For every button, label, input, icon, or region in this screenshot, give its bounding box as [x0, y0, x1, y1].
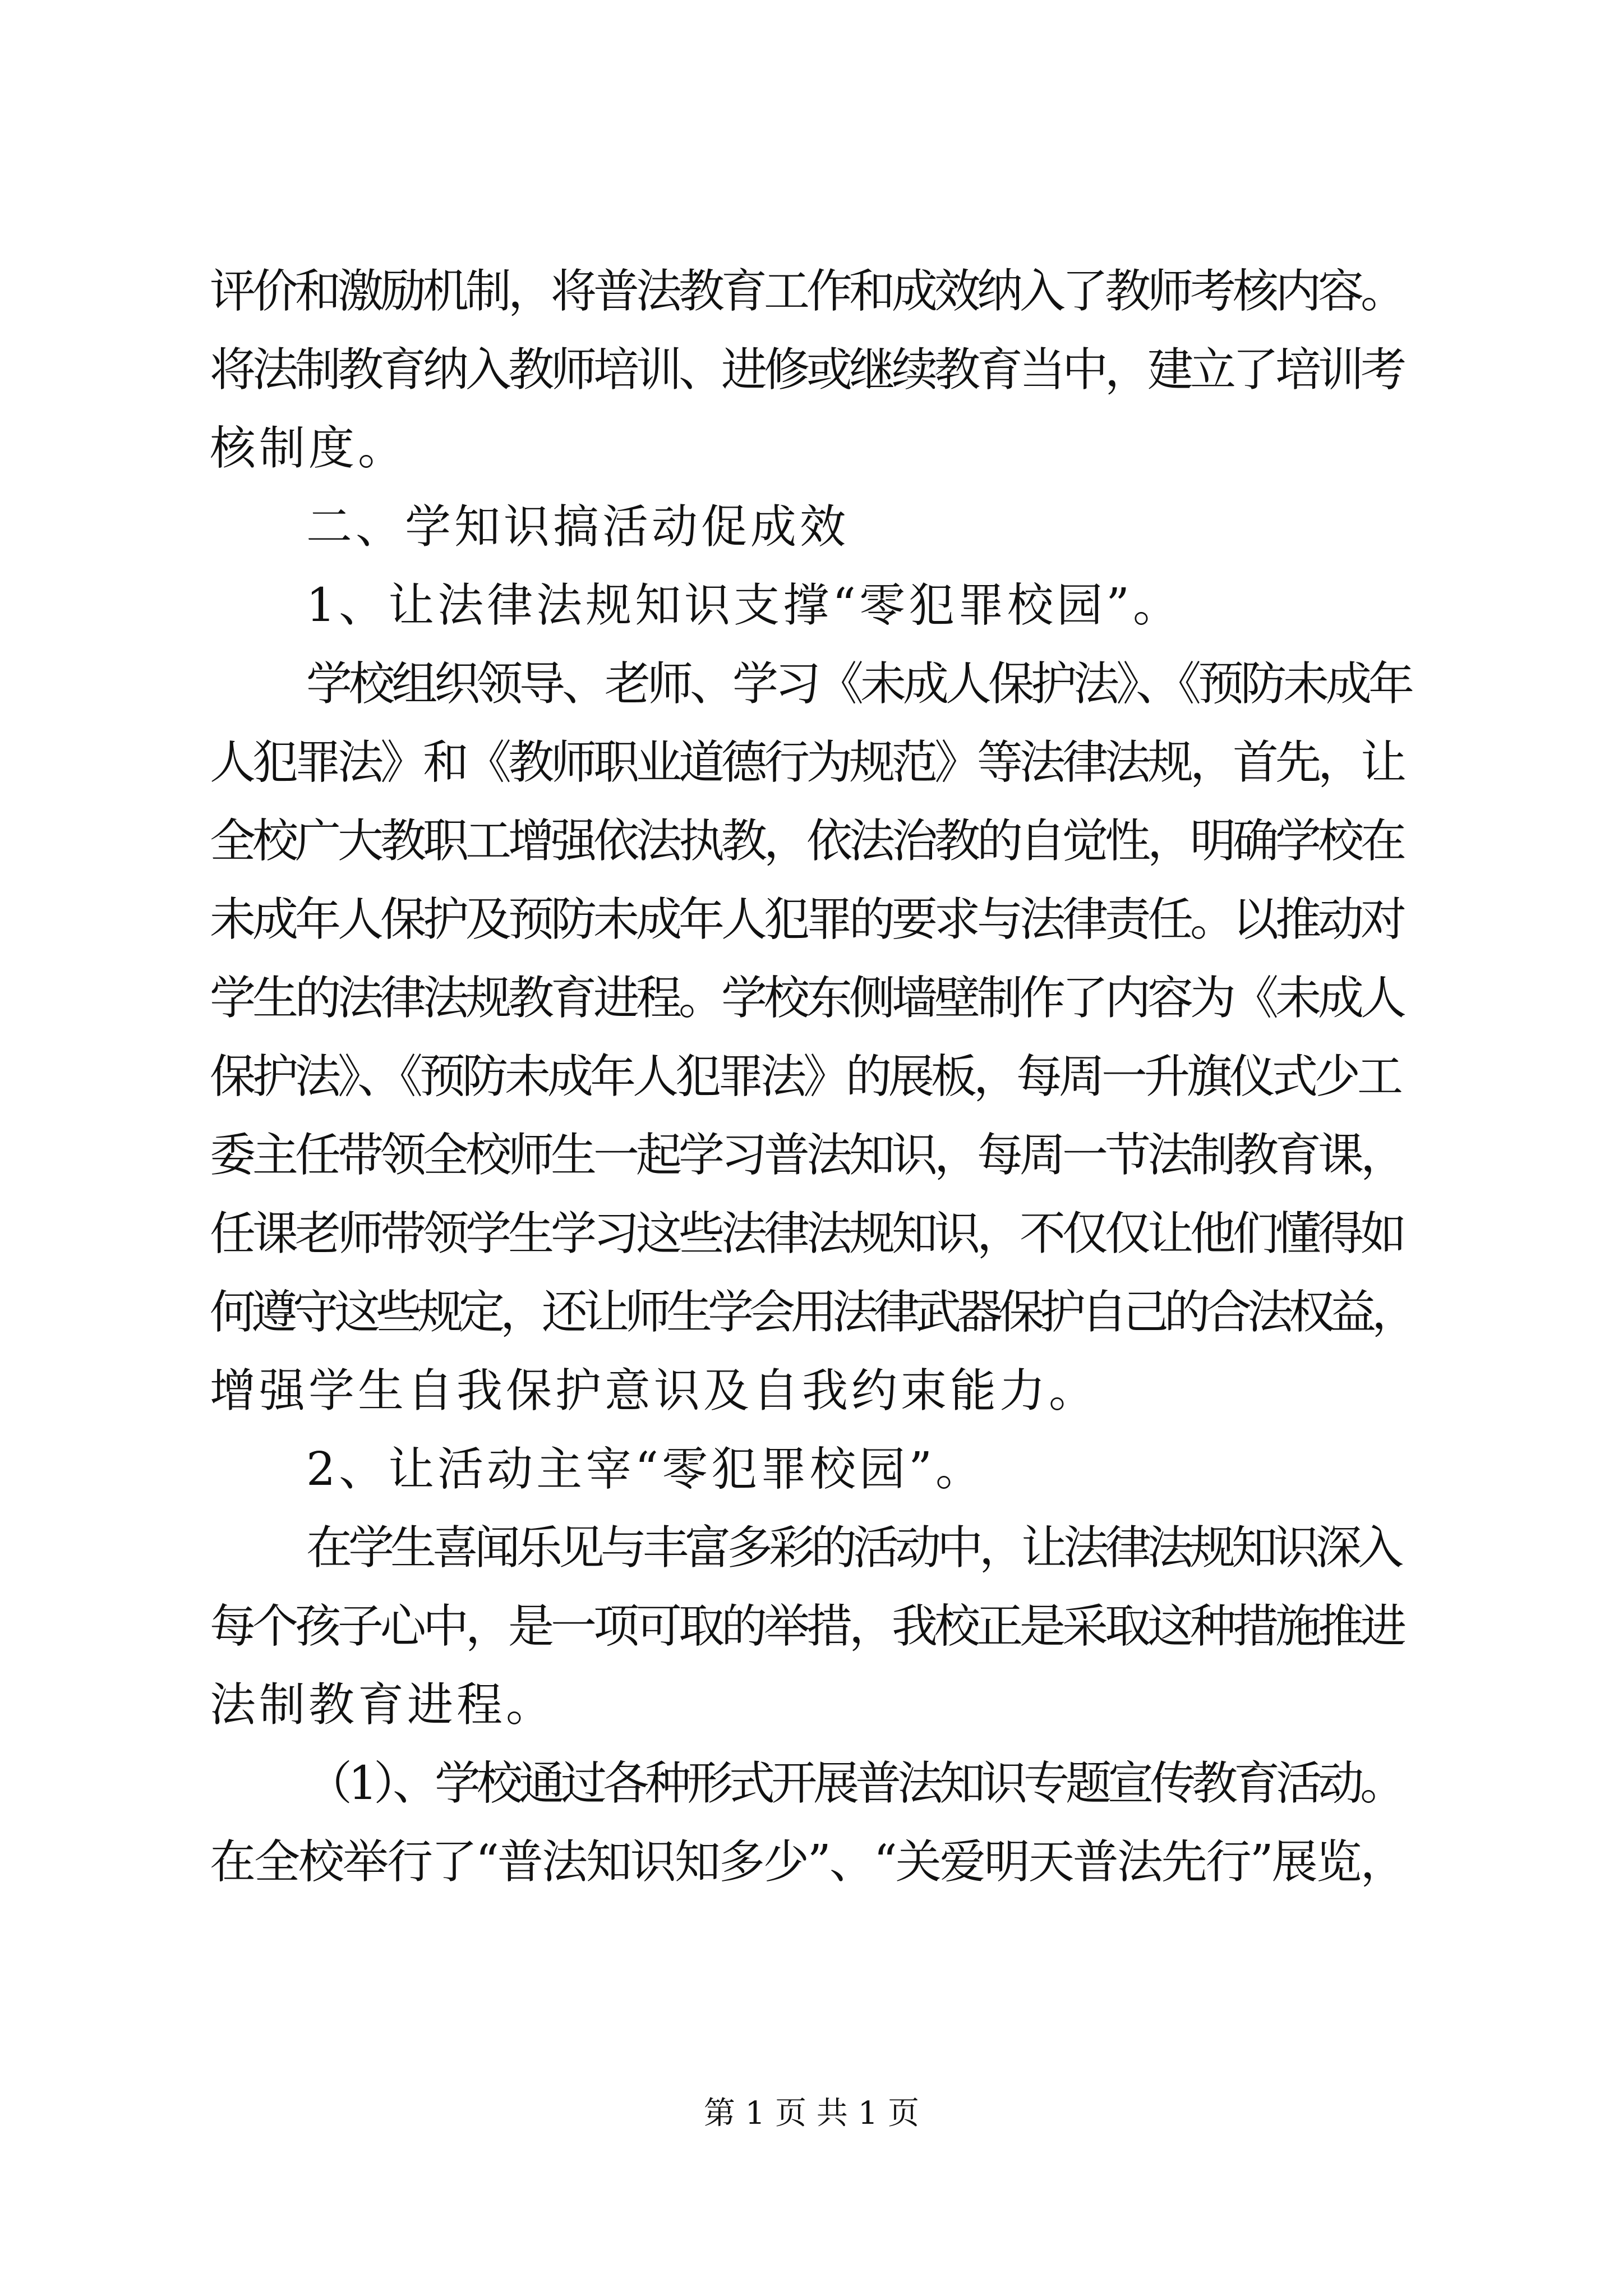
text-line: 每个孩子心中，是一项可取的举措，我校正是采取这种措施推进 [210, 1600, 1404, 1653]
text-line: 法制教育进程。 [210, 1678, 556, 1732]
text-line: 学校组织领导、老师、学习《未成人保护法》、《预防未成年 [306, 657, 1412, 711]
text-line: 学生的法律法规教育进程。学校东侧墙壁制作了内容为《未成人 [210, 972, 1404, 1025]
subsection-heading: 1、让法律法规知识支撑“零犯罪校园”。 [306, 579, 1183, 632]
text-line: 在学生喜闻乐见与丰富多彩的活动中，让法律法规知识深入 [306, 1521, 1400, 1575]
text-line: 将法制教育纳入教师培训、进修或继续教育当中，建立了培训考 [210, 343, 1404, 397]
section-heading: 二、学知识搞活动促成效 [306, 500, 850, 554]
text-line: 未成年人保护及预防未成年人犯罪的要求与法律责任。以推动对 [210, 893, 1404, 946]
text-line: 增强学生自我保护意识及自我约束能力。 [210, 1364, 1099, 1418]
page-number-footer: 第 1 页 共 1 页 [703, 2095, 920, 2132]
text-line: 在全校举行了“普法知识知多少”、“关爱明天普法先行”展览， [210, 1835, 1405, 1889]
text-line: 何遵守这些规定，还让师生学会用法律武器保护自己的合法权益， [210, 1286, 1414, 1339]
subsection-heading: 2、让活动主宰“零犯罪校园”。 [306, 1443, 985, 1496]
text-line: 委主任带领全校师生一起学习普法知识，每周一节法制教育课， [210, 1129, 1404, 1182]
text-line: 任课老师带领学生学习这些法律法规知识，不仅仅让他们懂得如 [210, 1207, 1404, 1260]
text-line: 人犯罪法》和《教师职业道德行为规范》等法律法规，首先，让 [210, 736, 1404, 789]
text-line: 评价和激励机制，将普法教育工作和成效纳入了教师考核内容。 [210, 265, 1404, 318]
text-line: （1）、学校通过各种形式开展普法知识专题宣传教育活动。 [306, 1757, 1403, 1810]
text-line: 核制度。 [210, 422, 408, 475]
text-line: 保护法》、《预防未成年人犯罪法》的展板，每周一升旗仪式少工 [210, 1050, 1400, 1103]
text-line: 全校广大教职工增强依法执教，依法治教的自觉性，明确学校在 [210, 815, 1404, 868]
